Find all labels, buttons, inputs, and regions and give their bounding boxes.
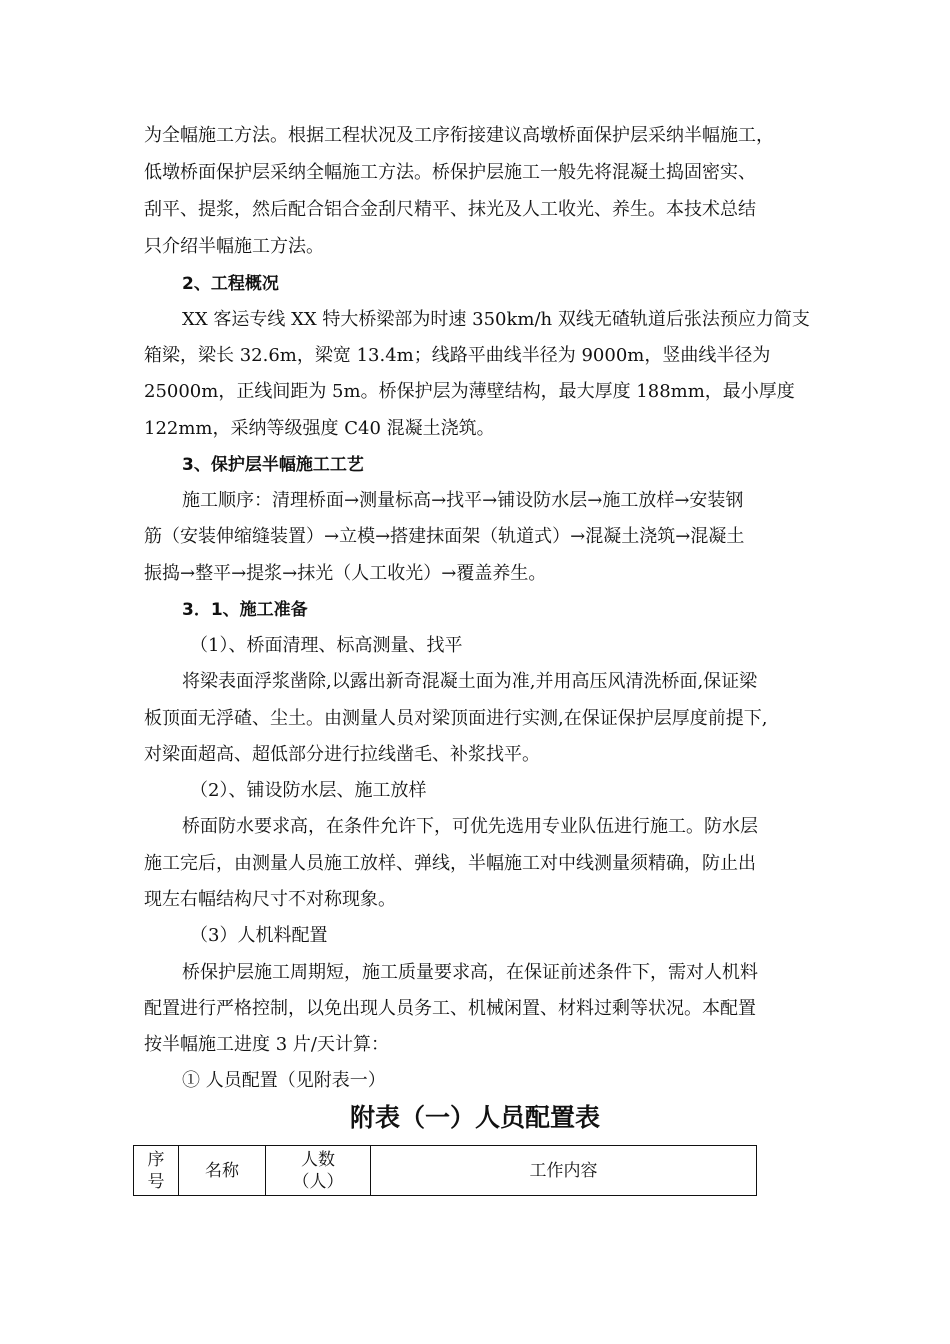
- section-heading-2: 2、工程概况: [182, 274, 279, 294]
- header-count: [266, 1146, 371, 1196]
- item-staff-config: ① 人员配置（见附表一）: [182, 1070, 386, 1091]
- header-seq-bottom: 号: [147, 1171, 165, 1192]
- header-count-top: 人数: [301, 1149, 335, 1170]
- intro-line-1: 为全幅施工方法。根据工程状况及工序衔接建议高墩桥面保护层采纳半幅施工，: [144, 125, 774, 146]
- sub1-line-1: 将梁表面浮浆凿除,以露出新奇混凝土面为准,并用高压风清洗桥面,保证梁: [182, 671, 758, 692]
- sub1-line-2: 板顶面无浮碴、尘土。由测量人员对梁顶面进行实测,在保证保护层厚度前提下,: [144, 708, 768, 729]
- sub2-line-1: 桥面防水要求高，在条件允许下，可优先选用专业队伍进行施工。防水层: [182, 816, 758, 837]
- header-count-bottom: （人）: [292, 1171, 344, 1192]
- table-header-row: [134, 1146, 757, 1196]
- table-title: 附表（一）人员配置表: [349, 1103, 600, 1132]
- sequence-line-3: 振捣→整平→提浆→抹光（人工收光）→覆盖养生。: [144, 563, 547, 584]
- sequence-line-2: 筋（安装伸缩缝装置）→立模→搭建抹面架（轨道式）→混凝土浇筑→混凝土: [144, 526, 745, 547]
- intro-line-4: 只介绍半幅施工方法。: [144, 236, 324, 257]
- staff-config-table: [133, 1145, 757, 1196]
- header-seq: [134, 1146, 179, 1196]
- overview-line-4: 122mm，采纳等级强度 C40 混凝土浇筑。: [144, 418, 495, 439]
- sub3-line-1: 桥保护层施工周期短，施工质量要求高，在保证前述条件下，需对人机料: [182, 962, 758, 983]
- sequence-line-1: 施工顺序：清理桥面→测量标高→找平→铺设防水层→施工放样→安装钢: [182, 490, 744, 511]
- sub3-line-2: 配置进行严格控制，以免出现人员务工、机械闲置、材料过剩等状况。本配置: [144, 998, 756, 1019]
- overview-line-2: 箱梁，梁长 32.6m，梁宽 13.4m；线路平曲线半径为 9000m，竖曲线半径为: [144, 345, 771, 366]
- sub2-line-3: 现左右幅结构尺寸不对称现象。: [144, 889, 396, 910]
- subheading-2: （2）、铺设防水层、施工放样: [190, 780, 427, 801]
- header-seq-top: 序: [147, 1149, 165, 1170]
- section-heading-3: 3、保护层半幅施工工艺: [182, 455, 364, 475]
- header-work: 工作内容: [371, 1146, 757, 1196]
- header-name: 名称: [179, 1146, 266, 1196]
- subheading-3: （3）人机料配置: [190, 925, 328, 946]
- sub1-line-3: 对梁面超高、超低部分进行拉线凿毛、补浆找平。: [144, 744, 540, 765]
- sub3-line-3: 按半幅施工进度 3 片/天计算：: [144, 1034, 389, 1055]
- overview-line-3: 25000m，正线间距为 5m。桥保护层为薄壁结构，最大厚度 188mm，最小厚度: [144, 381, 795, 402]
- intro-line-3: 刮平、提浆，然后配合铝合金刮尺精平、抹光及人工收光、养生。本技术总结: [144, 199, 756, 220]
- subheading-1: （1）、桥面清理、标高测量、找平: [190, 635, 463, 656]
- intro-line-2: 低墩桥面保护层采纳全幅施工方法。桥保护层施工一般先将混凝土捣固密实、: [144, 162, 756, 183]
- section-heading-3-1: 3．1、施工准备: [182, 600, 308, 620]
- sub2-line-2: 施工完后，由测量人员施工放样、弹线，半幅施工对中线测量须精确，防止出: [144, 853, 756, 874]
- overview-line-1: XX 客运专线 XX 特大桥梁部为时速 350km/h 双线无碴轨道后张法预应力简支: [182, 309, 810, 330]
